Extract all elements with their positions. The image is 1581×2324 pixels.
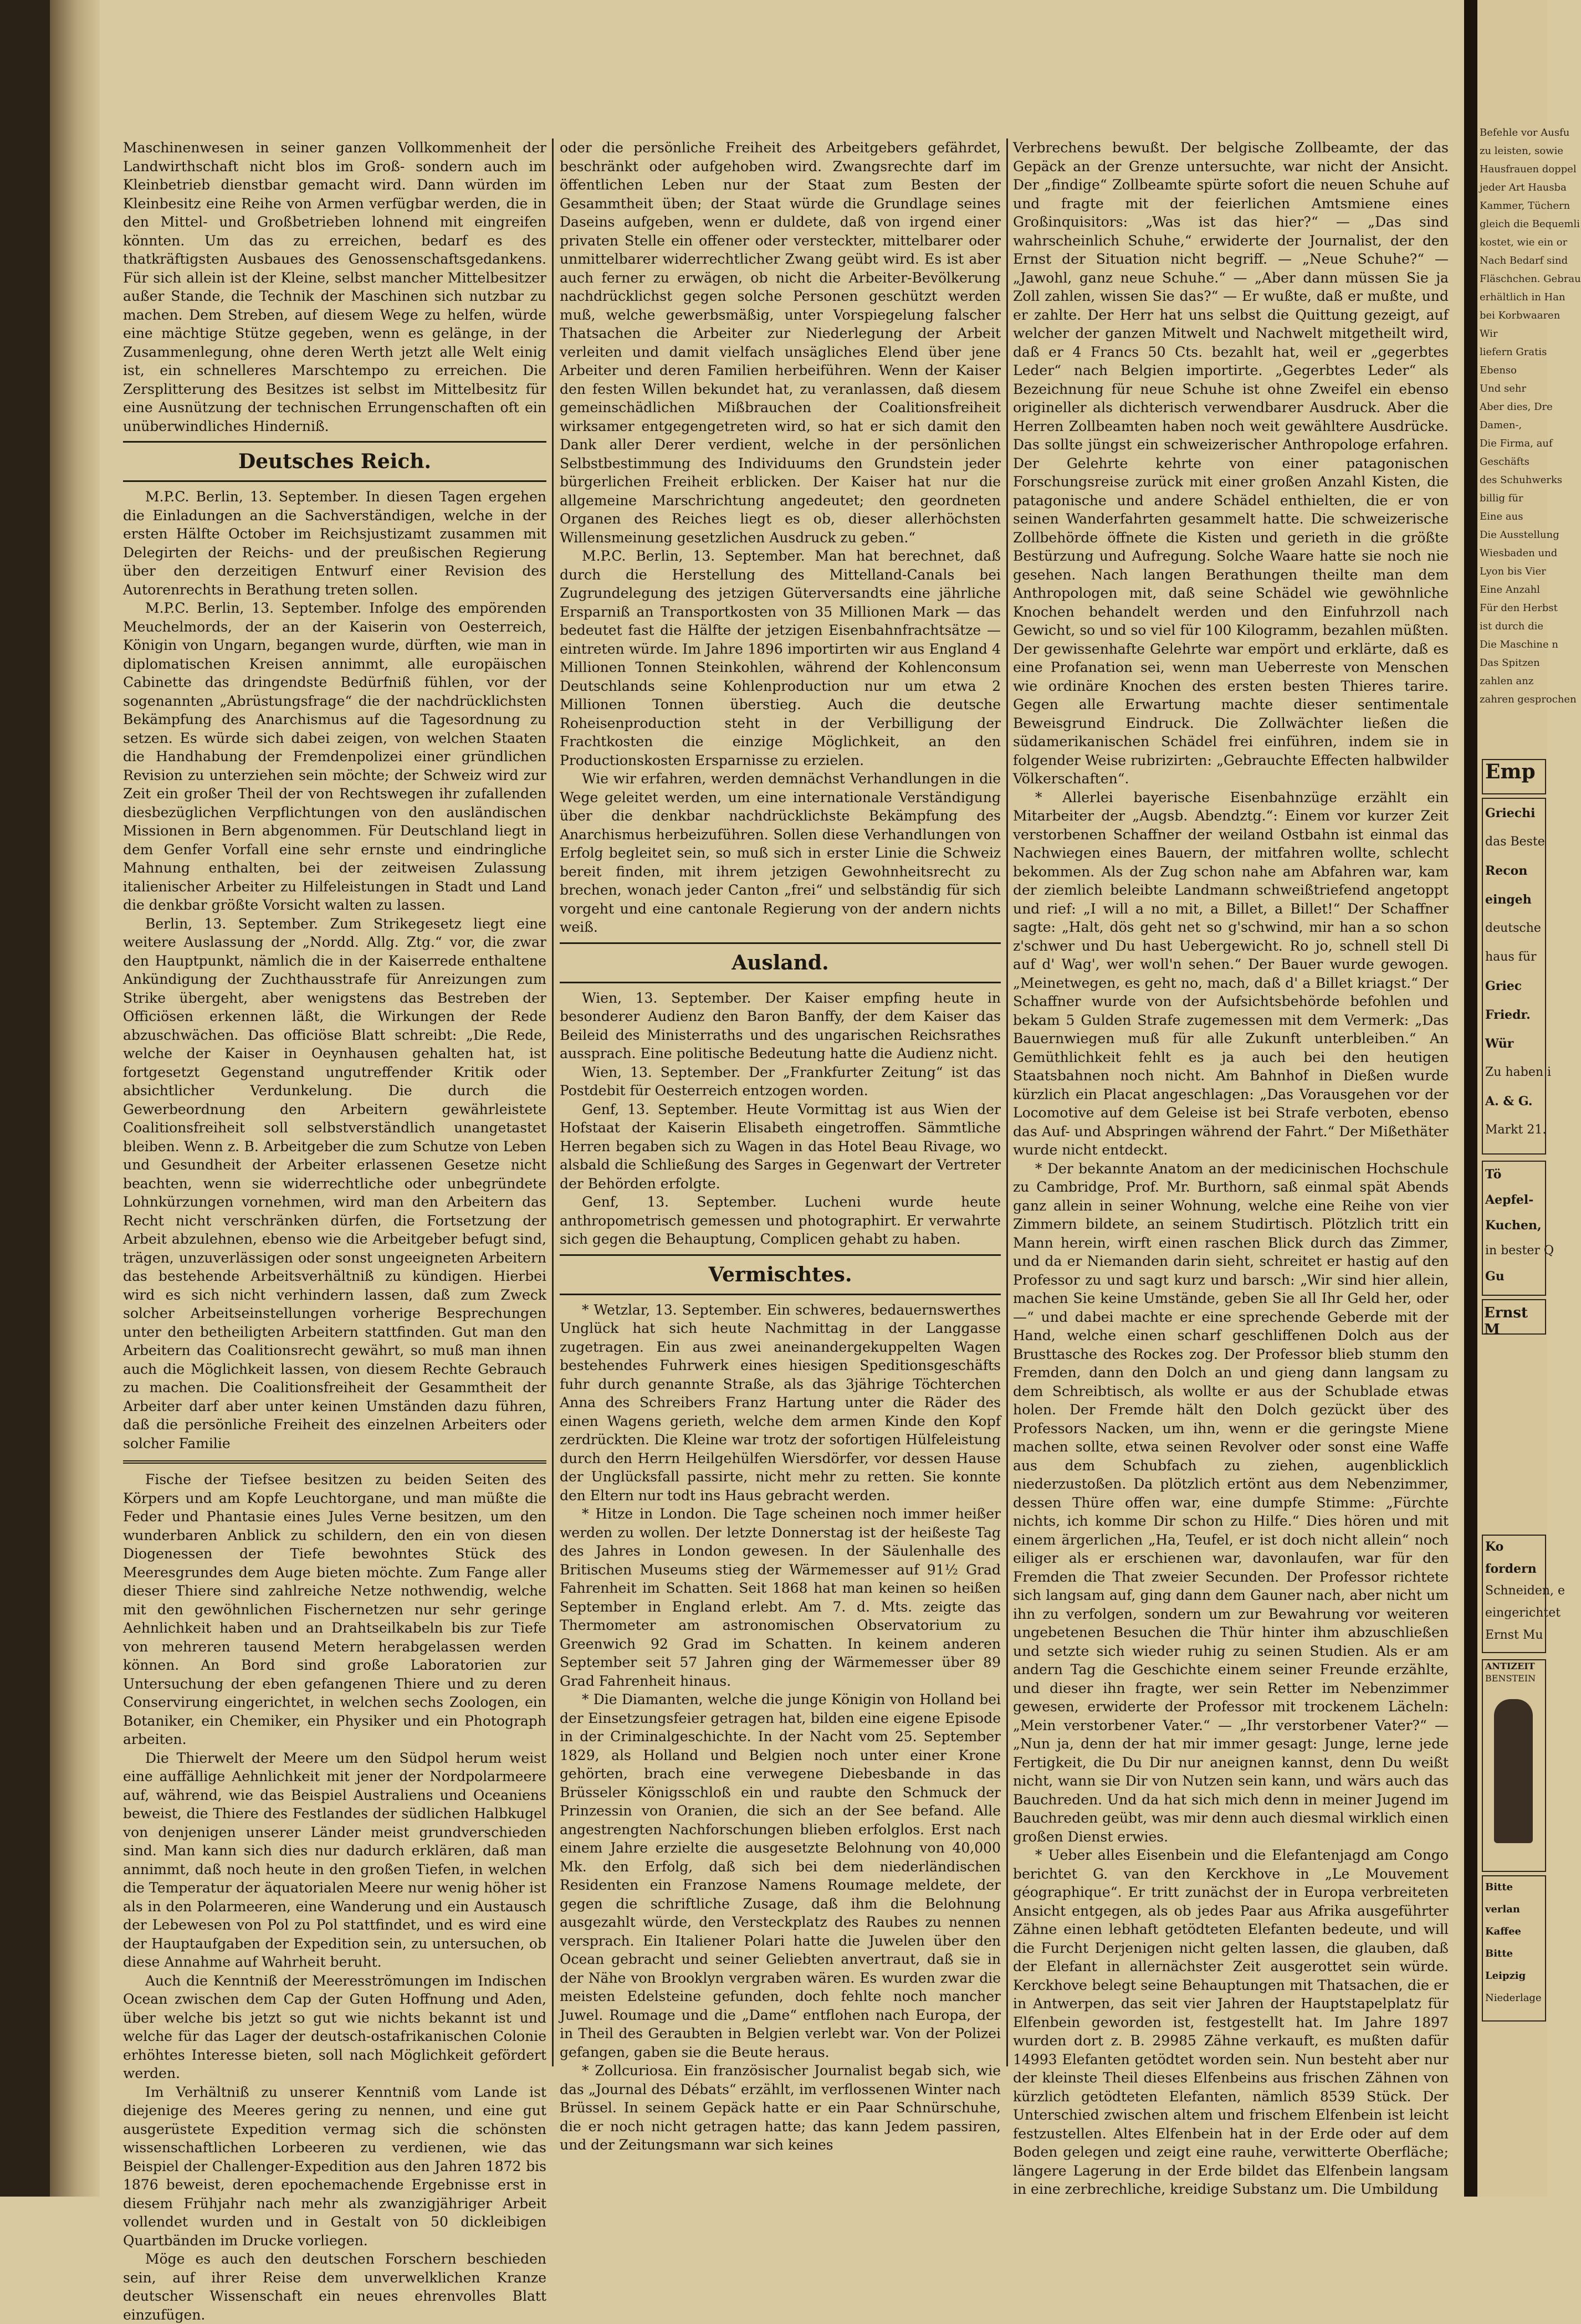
ad-heading: Ernst M: [1484, 1305, 1528, 1338]
section-divider: [123, 480, 546, 482]
ad-text-block: [1483, 1536, 1565, 1646]
adjacent-page-line: Für den Herbst: [1480, 602, 1558, 614]
ad-line: verlan: [1485, 1904, 1520, 1915]
ad-text-block: [1483, 1660, 1545, 1685]
ad-line: fordern: [1485, 1562, 1537, 1576]
article-paragraph: oder die persönliche Freiheit des Arbeitgebers gefährdet, beschränkt oder aufgehoben wird. Zwangsrechte darf im öffentlichen Leben nur der Staat zum Besten der Gesammtheit üben; der Staat würde die Grundlage seines Daseins aufgeben, wenn er duldete, daß von irgend einer privaten Stelle ein offener oder versteckter, mittelbarer oder unmittelbarer widerrechtlicher Zwang geübt wird. Es ist aber auch ferner zu erwägen, ob nicht die Arbeiter-Bevölkerung nachdrücklichst gegen solche Personen geschützt werden muß, welche gewerbsmäßig, unter Vorspiegelung falscher Thatsachen die Arbeiter zur Niederlegung der Arbeit verleiten und damit vielfach unsägliches Elend über jene Arbeiter und deren Familien herbeiführen. Wenn der Kaiser den festen Willen bekundet hat, zu veranlassen, daß diesem gemeinschädlichen Mißbrauchen der Coalitionsfreiheit wirksamer entgegengetreten wird, so hat er sich damit den Dank aller Derer verdient, welche in der persönlichen Selbstbestimmung des Individuums den Grundstein jeder bürgerlichen Freiheit erblicken. Der Kaiser hat nur die allgemeine Marschrichtung angedeutet; den geordneten Organen des Reiches liegt es ob, dieser allerhöchsten Willensmeinung gesetzlichen Ausdruck zu geben.“: [560, 140, 1001, 546]
ad-line: Ernst Mu: [1485, 1628, 1543, 1642]
adjacent-page-line: Und sehr: [1480, 383, 1527, 394]
adjacent-page-line: des Schuhwerks: [1480, 474, 1563, 486]
article-paragraph: M.P.C. Berlin, 13. September. Infolge des empörenden Meuchelmords, der an der Kaiserin von Oesterreich, Königin von Ungarn, begangen wurde, dürften, wie man in diplomatischen Kreisen annimmt, alle europäischen Cabinette das dringendste Bedürfniß fühlen, vor der sogenannten „Abrüstungsfrage“ die der nachdrücklichsten Bekämpfung des Anarchismus auf die Tagesordnung zu setzen. Es würde sich dabei zeigen, von welchen Staaten die Handhabung der Fremdenpolizei einer gründlichen Revision zu unterziehen sein möchte; der Schweiz wird zur Zeit ein großer Theil der von Rechtswegen ihr zufallenden diesbezüglichen Verpflichtungen von den ausländischen Missionen in Bern abgenommen. Für Deutschland liegt in dem Genfer Vorfall eine sehr ernste und eindringliche Mahnung enthalten, bei der zeitweisen Zulassung italienischer Arbeiter zu Hilfeleistungen in Stadt und Land die denkbar größte Vorsicht walten zu lassen.: [123, 600, 546, 913]
ad-line: Leipzig: [1485, 1970, 1526, 1982]
adjacent-page-line: Die Maschine n: [1480, 639, 1558, 650]
ad-box: [1482, 1535, 1565, 1653]
ad-line: Friedr.: [1485, 1008, 1531, 1022]
ad-line: in bester Q: [1485, 1244, 1554, 1258]
ad-line: Kaffee: [1485, 1926, 1521, 1937]
adjacent-page-line: Wiesbaden und: [1480, 547, 1558, 559]
article-paragraph: M.P.C. Berlin, 13. September. Man hat berechnet, daß durch die Herstellung des Mittelland-Canals bei Zugrundelegung des jetzigen Güterversandts eine jährliche Ersparniß an Transportkosten von 35 Millionen Mark — das bedeutet fast die Hälfte der jetzigen Eisenbahnfrachtsätze — eintreten würde. Im Jahre 1896 importirten wir aus England 4 Millionen Tonnen Steinkohlen, während der Kohlenconsum Deutschlands seine Kohlenproduction nur um etwa 2 Millionen Tonnen überstieg. Auch die deutsche Roheisenproduction steht in der Verbilligung der Frachtkosten die einzige Möglichkeit, an den Productionskosten Ersparnisse zu erzielen.: [560, 548, 1001, 768]
section-heading-vermischtes: Vermischtes.: [708, 1263, 852, 1286]
ad-line: Griechi: [1485, 806, 1536, 820]
adjacent-page-line: Kammer, Tüchern: [1480, 200, 1570, 212]
article-paragraph: Verbrechens bewußt. Der belgische Zollbeamte, der das Gepäck an der Grenze untersuchte, war nicht der Ansicht. Der „findige“ Zollbeamte spürte sofort die neuen Schuhe auf und fragte mit der feierlichen Amtsmiene eines Großinquisitors: „Was ist das hier?“ — „Das sind wahrscheinlich Schuhe,“ erwiderte der Journalist, der den Ernst der Situation nicht begriff. — „Neue Schuhe?“ — „Jawohl, ganz neue Schuhe.“ — „Aber dann müssen Sie ja Zoll zahlen, wissen Sie das?“ — Er wußte, daß er mußte, und er zahlte. Der Herr hat uns selbst die Quittung gezeigt, auf welcher der ganzen Mitwelt und Nachwelt mitgetheilt wird, daß er 4 Francs 50 Cts. bezahlt hat, weil er „gegerbtes Leder“ nach Belgien importirte. „Gegerbtes Leder“ als Bezeichnung für neue Schuhe ist ohne Zweifel ein ebenso origineller als dichterisch verwendbarer Ausdruck. Aber die Herren Zollbeamten haben noch weit gewähltere Ausdrücke. Das sollte jüngst ein schweizerischer Anthropologe erfahren. Der Gelehrte kehrte von einer patagonischen Forschungsreise zurück mit einer großen Anzahl Kisten, die patagonische und andere Schädel enthielten, die er von seinen Wanderfahrten gesammelt hatte. Die schweizerische Zollbehörde öffnete die Kisten und gerieth in die größte Bestürzung und Aufregung. Solche Waare hatte sie noch nie gesehen. Nach langen Berathungen theilte man dem Anthropologen mit, daß seine Schädel wie gewöhnliche Knochen behandelt werden und den Einfuhrzoll nach Gewicht, so und so viel für 100 Kilogramm, bezahlen müßten. Der gewissenhafte Gelehrte war empört und erklärte, daß es eine Profanation sei, wenn man Ueberreste von Menschen wie ordinäre Knochen des ersten besten Thieres tarire. Gegen alle Erwartung machte dieser sentimentale Beweisgrund Eindruck. Die Zollwächter ließen die südamerikanischen Schädel frei einführen, indem sie in folgender Weise rubrizirten: „Gebrauchte Effecten halbwilder Völkerschaften“.: [1013, 140, 1449, 787]
article-paragraph: Die Thierwelt der Meere um den Südpol herum weist eine auffällige Aehnlichkeit mit jener der Nordpolarmeere auf, während, wie das Beispiel Australiens und Oceaniens beweist, die Thiere des Festlandes der südlichen Halbkugel von denjenigen unserer Länder meist grundverschieden sind. Man kann sich dies nur dadurch erklären, daß man annimmt, daß noch heute in den großen Tiefen, in welchen die Temperatur der äquatorialen Meere nur wenig höher ist als in den Polarmeeren, eine Wanderung und ein Austausch der Lebewesen von Pol zu Pol stattfindet, und es wird eine der Hauptaufgaben der Expedition sein, zu untersuchen, ob diese Annahme auf Wahrheit beruht.: [123, 1750, 546, 1970]
newspaper-column-1: [123, 138, 546, 2323]
binding-gutter: [1464, 0, 1477, 2197]
adjacent-page-line: zu leisten, sowie: [1480, 145, 1564, 157]
article-paragraph: Maschinenwesen in seiner ganzen Vollkommenheit der Landwirthschaft nicht blos im Groß- sondern auch im Kleinbetrieb dienstbar gemacht wird. Dann würden im Kleinbesitz eine Reihe von Armen verfügbar werden, die in den Mittel- und Großbetrieben lohnend mit eingreifen könnten. Um das zu erreichen, bedarf es des thatkräftigsten Ausbaues des Genossenschaftsgedankens. Für sich allein ist der Kleine, selbst mancher Mittelbesitzer außer Stande, die Technik der Maschinen sich nutzbar zu machen. Dem Streben, auf diesem Wege zu helfen, würde eine mächtige Stütze gegeben, wenn es gelänge, in der Zusammenlegung, ohne deren Werth jetzt alle Welt einig ist, ein schnelleres Marschtempo zu erreichen. Die Zersplitterung des Besitzes ist selbst im Mittelbesitz für eine Ausnützung der technischen Errungenschaften oft ein unüberwindliches Hinderniß.: [123, 140, 546, 434]
ad-line: Aepfel-: [1485, 1193, 1534, 1207]
ad-box: [1482, 759, 1546, 794]
article-paragraph: Im Verhältniß zu unserer Kenntniß vom Lande ist diejenige des Meeres gering zu nennen, und eine gut ausgerüstete Expedition vermag sich die schönsten wissenschaftlichen Lorbeeren zu verdienen, wie das Beispiel der Challenger-Expedition aus den Jahren 1872 bis 1876 beweist, deren epochemachende Ergebnisse erst in diesem Frühjahr nach mehr als zwanzigjähriger Arbeit vollendet wurden und in Gestalt von 50 dickleibigen Quartbänden im Drucke vorliegen.: [123, 2084, 546, 2249]
adjacent-page-line: Geschäfts: [1480, 456, 1529, 468]
ad-text-block: [1483, 1162, 1554, 1289]
article-paragraph: Genf, 13. September. Lucheni wurde heute anthropometrisch gemessen und photographirt. Er verwahrte sich gegen die Behauptung, Complicen gehabt zu haben.: [560, 1194, 1001, 1247]
article-paragraph: * Ueber alles Eisenbein und die Elefantenjagd am Congo berichtet G. van den Kerckhove in „Le Mouvement géographique“. Er tritt zunächst der in Europa verbreiteten Ansicht entgegen, als ob jedes Paar aus Afrika ausgeführter Zähne einen lebhaft getödteten Elefanten bedeute, und will die Furcht Derjenigen nicht gelten lassen, die glauben, daß der Elefant in allernächster Zeit ausgerottet sein würde. Kerckhove belegt seine Behauptungen mit Thatsachen, die er in Antwerpen, das seit vier Jahren der Hauptstapelplatz für Elfenbein geworden ist, festgestellt hat. Im Jahre 1897 wurden dort z. B. 29985 Zähne verkauft, es mußten dafür 14993 Elefanten getödtet worden sein. Nun besteht aber nur der kleinste Theil dieses Elfenbeins aus frischen Zähnen von kürzlich getödteten Elefanten, nämlich 8539 Stück. Der Unterschied zwischen altem und frischem Elfenbein ist leicht festzustellen. Altes Elfenbein hat in der Erde oder auf dem Boden gelegen und zeigt eine rauhe, verwitterte Oberfläche; längere Lagerung in der Erde bildet das Elfenbein langsam in eine zerbrechliche, kreidige Substanz um. Die Umbildung: [1013, 1847, 1449, 2197]
ad-line: Bitte: [1485, 1948, 1513, 1959]
ad-line: BENSTEIN: [1485, 1673, 1536, 1684]
article-paragraph: * Hitze in London. Die Tage scheinen noch immer heißer werden zu wollen. Der letzte Donnerstag ist der heißeste Tag des Jahres in London gewesen. In der Säulenhalle des Britischen Museums stieg der Wärmemesser auf 91½ Grad Fahrenheit im Schatten. Seit 1868 hat man keinen so heißen September in England erlebt. Am 7. d. Mts. zeigte das Thermometer am astronomischen Observatorium zu Greenwich 92 Grad im Schatten. In keinem anderen September seit 57 Jahren ging der Wärmemesser über 89 Grad Fahrenheit hinaus.: [560, 1506, 1001, 1689]
ad-line: Tö: [1485, 1167, 1502, 1182]
article-paragraph: * Zollcuriosa. Ein französischer Journalist begab sich, wie das „Journal des Débats“ erzählt, im verflossenen Winter nach Brüssel. In seinem Gepäck hatte er ein Paar Schnürschuhe, die er noch nicht getragen hatte; das kann Jedem passiren, und der Zeitungsmann war sich keines: [560, 2063, 1001, 2153]
ad-line: Markt 21.: [1485, 1123, 1547, 1137]
article-paragraph: * Der bekannte Anatom an der medicinischen Hochschule zu Cambridge, Prof. Mr. Burthorn, saß einmal spät Abends ganz allein in seiner Wohnung, welche eine Reihe von vier Zimmern bildete, an seinem Studirtisch. Plötzlich tritt ein Mann herein, wirft einen raschen Blick durch das Zimmer, und da er Niemanden darin sieht, schreitet er hastig auf den Professor zu und sagt kurz und barsch: „Wir sind hier allein, machen Sie keine Umstände, geben Sie all Ihr Geld her, oder —“ und dabei machte er eine sprechende Geberde mit der Hand, welche einen scharf geschliffenen Dolch aus der Brusttasche des Rockes zog. Der Professor blieb stumm den Fremden, dann den Dolch an und gieng dann langsam zu dem Schreibtisch, als wollte er aus der Schublade etwas holen. Der Fremde hält den Dolch gezückt über des Professors Nacken, um ihn, wenn er die geringste Miene machen sollte, etwa seinen Revolver oder sonst eine Waffe aus dem Schubfach zu ziehen, augenblicklich niederzustoßen. Da plötzlich ertönt aus dem Nebenzimmer, dessen Thüre offen war, eine dumpfe Stimme: „Fürchte nichts, ich komme Dir schon zu Hilfe.“ Dies hören und mit einem ärgerlichen „Ha, Teufel, er ist doch nicht allein“ noch eiliger als er erschienen war, davonlaufen, war für den Fremden die That zweier Secunden. Der Professor richtete sich langsam auf, ging dann dem Gauner nach, aber nicht um ihn zu verfolgen, sondern um zur Bewahrung vor weiteren ungebetenen Besuchen die Thür hinter ihm abzuschließen und setzte sich wieder ruhig zu seinen Studien. Als er am andern Tag die Geschichte einem seiner Freunde erzählte, und dieser ihn fragte, wer sein Retter im Nebenzimmer gewesen, erwiderte der Professor mit trockenem Lächeln: „Mein verstorbener Vater.“ — „Ihr verstorbener Vater?“ — „Nun ja, denn der hat mir immer gesagt: Junge, lerne jede Fertigkeit, die Du Dir nur aneignen kannst, denn Du weißt nicht, wann sie Dir von Nutzen sein kann, und wärs auch das Bauchreden. Und da hat sich mich denn in meiner Jugend im Bauchreden geübt, was mir denn auch diesmal wirklich einen großen Dienst erwies.: [1013, 1160, 1449, 1845]
section-divider: [123, 441, 546, 443]
scan-dark-edge: [0, 0, 50, 2197]
ad-text-block: [1483, 1876, 1545, 2009]
ad-box: [1482, 798, 1552, 1155]
scan-page-fold: [50, 0, 100, 2197]
ad-line: Kuchen,: [1485, 1218, 1542, 1233]
article-paragraph: Wien, 13. September. Der „Frankfurter Zeitung“ ist das Postdebit für Oesterreich entzogen worden.: [560, 1064, 1001, 1099]
adjacent-page-line: zahren gesprochen: [1480, 694, 1577, 705]
article-paragraph: * Die Diamanten, welche die junge Königin von Holland bei der Einsetzungsfeier getragen hat, bilden eine eigene Episode in der Criminalgeschichte. In der Nacht vom 25. September 1829, als Holland und Belgien noch unter einer Krone gehörten, brach eine verwegene Diebesbande in das Brüsseler Königsschloß ein und raubte den Schmuck der Prinzessin von Oranien, die sich an der See befand. Alle angestrengten Nachforschungen blieben erfolglos. Erst nach einem Jahre erzielte die ausgesetzte Belohnung von 40,000 Mk. den Erfolg, daß sich bei dem niederländischen Residenten ein Franzose Namens Roumage meldete, der gegen die schriftliche Zusage, daß ihm die Belohnung ausgezahlt würde, den Versteckplatz des Raubes zu nennen versprach. Ein Italiener Polari hatte die Juwelen über den Ocean gebracht und seiner Geliebten anvertraut, daß sie in der Nähe von Brooklyn vergraben wären. Es wurden zwar die meisten Edelsteine gefunden, doch fehlte noch mancher Juwel. Roumage und die „Dame“ entflohen nach Europa, der in Theil des Geraubten in Belgien verlebt war. Von der Polizei gefangen, gaben sie die Beute heraus.: [560, 1691, 1001, 2060]
article-paragraph: Auch die Kenntniß der Meeresströmungen im Indischen Ocean zwischen dem Cap der Guten Hoffnung und Aden, über welche bis jetzt so gut wie nichts bekannt ist und welche für das Lager der deutsch-ostafrikanischen Colonie erhöhtes Interesse bieten, soll nach Möglichkeit gefördert werden.: [123, 1972, 546, 2081]
adjacent-page-line: zahlen anz: [1480, 675, 1534, 687]
section-divider: [560, 982, 1001, 983]
column-rule: [1006, 138, 1008, 2066]
article-paragraph: Berlin, 13. September. Zum Strikegesetz liegt eine weitere Auslassung der „Nordd. Allg. Ztg.“ vor, die zwar den Hauptpunkt, nämlich die in der Kaiserrede enthaltene Ankündigung der Zuchthausstrafe für Anreizungen zum Strike übergeht, aber wenigstens das Bestreben der Officiösen erkennen läßt, die Wirkungen der Rede abzuschwächen. Das officiöse Blatt schreibt: „Die Rede, welche der Kaiser in Oeynhausen gehalten hat, ist fortgesetzt Gegenstand ungutreffender Kritik oder absichtlicher Verdunkelung. Die durch die Gewerbeordnung den Arbeitern gewährleistete Coalitionsfreiheit soll selbstverständlich unangetastet bleiben. Wenn z. B. Arbeitgeber die zum Schutze von Leben und Gesundheit der Arbeiter erlassenen Gesetze nicht beachten, wenn sie widerrechtliche oder unbegründete Lohnkürzungen vornehmen, wird man den Arbeitern das Recht nicht verschränken dürfen, die Fortsetzung der Arbeit abzulehnen, ebenso wie die Arbeitgeber befugt sind, trägen, unzuverlässigen oder sonst ungeeigneten Arbeitern das bestehende Arbeitsverhältniß zu kündigen. Hierbei wird es sich nicht verhindern lassen, daß zum Zweck solcher Arbeitseinstellungen vorherige Besprechungen unter den betheiligten Arbeitern stattfinden. Gut man den Arbeitern das Coalitionsrecht gewährt, so muß man ihnen auch die Möglichkeit lassen, von diesem Rechte Gebrauch zu machen. Die Coalitionsfreiheit der Gesammtheit der Arbeiter darf aber unter keinen Umständen dazu führen, daß die persönliche Freiheit des einzelnen Arbeiters oder solcher Familie: [123, 915, 546, 1451]
adjacent-page-line: ist durch die: [1480, 620, 1543, 632]
adjacent-page-line: jeder Art Hausba: [1480, 182, 1567, 193]
section-divider: [560, 1294, 1001, 1295]
ad-box: [1482, 1161, 1554, 1296]
ad-line: Gu: [1485, 1269, 1505, 1284]
newspaper-column-2: [560, 138, 1001, 2153]
adjacent-page-line: kostet, wie ein or: [1480, 237, 1568, 248]
ad-heading: Emp: [1485, 760, 1536, 783]
article-paragraph: * Wetzlar, 13. September. Ein schweres, bedauernswerthes Unglück hat sich heute Nachmittag in der Langgasse zugetragen. Ein aus zwei aneinandergekuppelten Wagen bestehendes Fuhrwerk eines hiesigen Speditionsgeschäfts fuhr durch genannte Straße, als das 3jährige Töchterchen Anna des Schreibers Franz Hartung unter die Räder des einen Wagens gerieth, welche dem armen Kinde den Kopf zerdrückten. Die Kleine war trotz der sofortigen Hülfeleistung durch den Herrn Heilgehülfen Wiersdörfer, vor dessen Hause der Unglücksfall passirte, nicht mehr zu retten. Sie konnte den Eltern nur todt ins Haus gebracht werden.: [560, 1301, 1001, 1504]
adjacent-page-line: Nach Bedarf sind: [1480, 255, 1568, 266]
section-divider: [560, 1254, 1001, 1256]
ad-line: Zu haben i: [1485, 1065, 1552, 1079]
adjacent-page-line: Eine Anzahl: [1480, 584, 1541, 596]
adjacent-page-line: Wir: [1480, 328, 1498, 340]
section-divider: [560, 942, 1001, 944]
ad-line: Recon: [1485, 864, 1528, 878]
feuilleton-divider: [123, 1460, 546, 1464]
adjacent-page-line: Die Ausstellung: [1480, 529, 1559, 541]
bottle-illustration-icon: [1494, 1699, 1533, 1843]
column-rule: [552, 138, 554, 2066]
adjacent-page-line: liefern Gratis: [1480, 346, 1547, 358]
adjacent-page-line: Fläschchen. Gebrau: [1480, 273, 1581, 285]
adjacent-page-strip: [1477, 0, 1581, 2197]
ad-line: Schneiden, e: [1485, 1584, 1565, 1598]
article-paragraph: Wien, 13. September. Der Kaiser empfing heute in besonderer Audienz den Baron Banffy, der dem Kaiser das Beileid des Ministerraths und des ungarischen Reichsrathes aussprach. Eine politische Bedeutung hatte die Audienz nicht.: [560, 989, 1001, 1061]
ad-line: Ko: [1485, 1540, 1504, 1554]
article-paragraph: Genf, 13. September. Heute Vormittag ist aus Wien der Hofstaat der Kaiserin Elisabeth eingetroffen. Sämmtliche Herren begaben sich zu Wagen in das Hotel Beau Rivage, wo alsbald die Schließung des Sarges in Gegenwart der Vertreter der Behörden erfolgte.: [560, 1101, 1001, 1192]
article-paragraph: * Allerlei bayerische Eisenbahnzüge erzählt ein Mitarbeiter der „Augsb. Abendztg.“: Einem vor kurzer Zeit verstorbenen Schaffner der weiland Ostbahn ist einmal das Nachwiegen eines Bauern, der mitfahren wollte, schlecht bekommen. Als der Zug schon nahe am Abfahren war, kam der ziemlich beleibte Landmann schweißtriefend angetoppt und rief: „I will a no mit, a Billet, a Billet!“ Der Schaffner sagte: „Halt, dös geht net so g'schwind, mir han a so schon z'schwer und Du hast Uebergewicht. Ro jo, schnell stell Di auf d' Wag', wer woll'n sehen.“ Der Bauer wurde gewogen. „Meinetwegen, es geht no, mach, daß d' a Billet kriagst.“ Der Schaffner wurde von der Aufsichtsbehörde befohlen und bekam 5 Gulden Strafe zugemessen mit dem Vermerk: „Das Bauernwiegen muß für alle Zukunft unterbleiben.“ An Gemüthlichkeit fehlt es ja auch bei den heutigen Staatsbahnen noch nicht. Am Bahnhof in Dießen wurde kürzlich ein Placat angeschlagen: „Das Vorausgehen vor der Locomotive auf dem Geleise ist bei Strafe verboten, ebenso das Auf- und Abspringen während der Fahrt.“ Der Mißethäter wurde nicht entdeckt.: [1013, 789, 1449, 1158]
ad-line: Niederlage: [1485, 1992, 1542, 2004]
article-paragraph: Wie wir erfahren, werden demnächst Verhandlungen in die Wege geleitet werden, um eine internationale Verständigung über die denkbar nachdrücklichste Bekämpfung des Anarchismus herbeizuführen. Sollen diese Verhandlungen von Erfolg begleitet sein, so muß sich in erster Linie die Schweiz bereit finden, mit ihrem jetzigen Gewohnheitsrecht zu brechen, wonach jeder Canton „frei“ und selbständig für sich vorgeht und eine cantonale Regierung von der andern nichts weiß.: [560, 771, 1001, 935]
adjacent-page-line: bei Korbwaaren: [1480, 310, 1560, 321]
adjacent-page-line: Die Firma, auf: [1480, 438, 1553, 449]
adjacent-page-line: Hausfrauen doppel: [1480, 163, 1577, 175]
ad-line: Bitte: [1485, 1881, 1513, 1893]
ad-text-block: [1483, 799, 1552, 1145]
ad-line: Griec: [1485, 979, 1522, 993]
ad-line: A. & G.: [1485, 1094, 1533, 1109]
ad-box: [1482, 1299, 1546, 1338]
adjacent-page-line: erhältlich in Han: [1480, 291, 1565, 303]
adjacent-page-line: gleich die Bequemli: [1480, 218, 1580, 230]
adjacent-page-line: Ebenso: [1480, 365, 1517, 376]
adjacent-page-line: Eine aus: [1480, 511, 1523, 522]
adjacent-page-line: Lyon bis Vier: [1480, 566, 1546, 577]
adjacent-page-line: Damen-,: [1480, 419, 1522, 431]
article-paragraph: Fische der Tiefsee besitzen zu beiden Seiten des Körpers und am Kopfe Leuchtorgane, und man müßte die Feder und Phantasie eines Jules Verne besitzen, um den wunderbaren Anblick zu schildern, den ein von diesen Diogenessen der Tiefe bewohntes Stück des Meeresgrundes dem Auge bieten möchte. Zum Fange aller dieser Thiere sind zahlreiche Netze nothwendig, welche mit den gewöhnlichen Fischernetzen nur sehr geringe Aehnlichkeit haben und an Drahtseilkabeln bis zur Tiefe von mehreren tausend Metern herabgelassen werden können. An Bord sind große Laboratorien zur Untersuchung der eben gefangenen Thiere und zu deren Conservirung eingerichtet, in welchen sechs Zoologen, ein Botaniker, ein Chemiker, ein Physiker und ein Photograph arbeiten.: [123, 1471, 546, 1747]
adjacent-page-line: Das Spitzen: [1480, 657, 1540, 669]
ad-line: das Beste: [1485, 835, 1545, 849]
adjacent-page-line: Befehle vor Ausfu: [1480, 127, 1570, 138]
adjacent-page-line: Aber dies, Dre: [1480, 401, 1553, 413]
ad-line: deutsche: [1485, 921, 1541, 935]
ad-box: [1482, 1659, 1546, 1872]
section-heading-ausland: Ausland.: [731, 951, 829, 974]
ad-line: eingerichtet: [1485, 1606, 1561, 1620]
adjacent-page-line: billig für: [1480, 492, 1523, 504]
ad-line: Wür: [1485, 1037, 1514, 1051]
newspaper-column-3: [1013, 138, 1449, 2197]
ad-line: haus für: [1485, 950, 1537, 964]
ad-line: ANTIZEIT: [1485, 1661, 1535, 1671]
section-heading-deutsches-reich: Deutsches Reich.: [238, 450, 432, 473]
ad-line: eingeh: [1485, 892, 1532, 907]
ad-box: [1482, 1875, 1546, 2022]
article-paragraph: Möge es auch den deutschen Forschern beschieden sein, auf ihrer Reise dem unverwelklichen Kranze deutscher Wissenschaft ein neues ehrenvolles Blatt einzufügen.: [123, 2251, 546, 2323]
article-paragraph: M.P.C. Berlin, 13. September. In diesen Tagen ergehen die Einladungen an die Sachverständigen, welche in der ersten Hälfte October im Reichsjustizamt zusammen mit Delegirten der Reichs- und der preußischen Regierung über den derzeitigen Entwurf einer Revision des Autorenrechts in Berathung treten sollen.: [123, 489, 546, 598]
